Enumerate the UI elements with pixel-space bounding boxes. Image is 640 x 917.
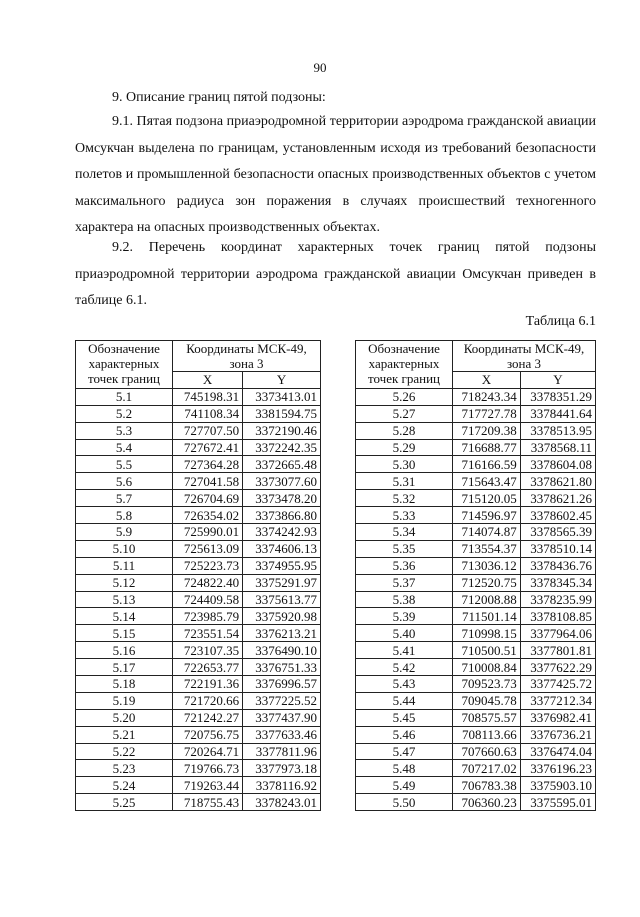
table-row: [356, 642, 596, 659]
point-id-cell: 5.15: [76, 625, 173, 642]
y-cell: 3378243.01: [243, 794, 321, 811]
x-cell: 715643.47: [453, 473, 521, 490]
x-cell: 745198.31: [173, 388, 243, 405]
point-id-cell: 5.31: [356, 473, 453, 490]
y-cell: 3378568.11: [520, 439, 595, 456]
point-id-cell: 5.20: [76, 709, 173, 726]
point-id-cell: 5.8: [76, 507, 173, 524]
y-cell: 3381594.75: [243, 405, 321, 422]
x-cell: 726354.02: [173, 507, 243, 524]
x-cell: 718755.43: [173, 794, 243, 811]
table-caption: Таблица 6.1: [525, 314, 596, 329]
y-cell: 3377811.96: [243, 743, 321, 760]
y-cell: 3376213.21: [243, 625, 321, 642]
table-row: [356, 557, 596, 574]
table-row: [76, 524, 321, 541]
y-cell: 3376736.21: [520, 726, 595, 743]
x-cell: 707660.63: [453, 743, 521, 760]
y-cell: 3377425.72: [520, 676, 595, 693]
y-cell: 3378513.95: [520, 422, 595, 439]
table-row: [356, 709, 596, 726]
x-cell: 709045.78: [453, 692, 521, 709]
x-cell: 714596.97: [453, 507, 521, 524]
y-cell: 3375613.77: [243, 591, 321, 608]
point-id-cell: 5.12: [76, 574, 173, 591]
coordinates-table-right: [355, 340, 596, 811]
x-cell: 706360.23: [453, 794, 521, 811]
point-id-cell: 5.18: [76, 676, 173, 693]
point-id-cell: 5.49: [356, 777, 453, 794]
point-id-cell: 5.46: [356, 726, 453, 743]
header-coordinates: Координаты МСК-49, зона 3: [453, 341, 596, 372]
x-cell: 713554.37: [453, 540, 521, 557]
y-cell: 3377212.34: [520, 692, 595, 709]
y-cell: 3378108.85: [520, 608, 595, 625]
x-cell: 725613.09: [173, 540, 243, 557]
table-row: [356, 659, 596, 676]
point-id-cell: 5.27: [356, 405, 453, 422]
x-cell: 723107.35: [173, 642, 243, 659]
point-id-cell: 5.25: [76, 794, 173, 811]
x-cell: 719263.44: [173, 777, 243, 794]
table-row: [356, 388, 596, 405]
y-cell: 3375920.98: [243, 608, 321, 625]
table-row: [76, 777, 321, 794]
x-cell: 710008.84: [453, 659, 521, 676]
table-row: [76, 608, 321, 625]
table-row: [76, 591, 321, 608]
y-cell: 3373077.60: [243, 473, 321, 490]
y-cell: 3377437.90: [243, 709, 321, 726]
point-id-cell: 5.45: [356, 709, 453, 726]
x-cell: 725223.73: [173, 557, 243, 574]
y-cell: 3376196.23: [520, 760, 595, 777]
y-cell: 3376490.10: [243, 642, 321, 659]
y-cell: 3377633.46: [243, 726, 321, 743]
table-row: [356, 507, 596, 524]
header-y: Y: [520, 372, 595, 389]
y-cell: 3378602.45: [520, 507, 595, 524]
table-row: [356, 574, 596, 591]
y-cell: 3378621.80: [520, 473, 595, 490]
table-row: [76, 473, 321, 490]
point-id-cell: 5.7: [76, 490, 173, 507]
x-cell: 715120.05: [453, 490, 521, 507]
x-cell: 722653.77: [173, 659, 243, 676]
y-cell: 3377225.52: [243, 692, 321, 709]
paragraph-9-1: 9.1. Пятая подзона приаэродромной территории аэродрома гражданской авиации Омсукчан выделена по границам, установленным исходя из требований безопасности полетов и промышленной безопасности опасных производственных объектов с учетом максимального радиуса зон поражения в случаях происшествий техногенного характера на опасных производственных объектах.: [75, 114, 596, 235]
table-row: [356, 456, 596, 473]
y-cell: 3375291.97: [243, 574, 321, 591]
x-cell: 720264.71: [173, 743, 243, 760]
y-cell: 3375903.10: [520, 777, 595, 794]
table-row: [76, 642, 321, 659]
y-cell: 3376474.04: [520, 743, 595, 760]
table-row: [76, 760, 321, 777]
header-designation: Обозначение характерных точек границ: [76, 341, 173, 389]
table-row: [76, 676, 321, 693]
x-cell: 720756.75: [173, 726, 243, 743]
x-cell: 727364.28: [173, 456, 243, 473]
x-cell: 723985.79: [173, 608, 243, 625]
point-id-cell: 5.40: [356, 625, 453, 642]
y-cell: 3372665.48: [243, 456, 321, 473]
table-row: [76, 692, 321, 709]
table-row: [76, 659, 321, 676]
table-row: [356, 625, 596, 642]
y-cell: 3374242.93: [243, 524, 321, 541]
point-id-cell: 5.14: [76, 608, 173, 625]
point-id-cell: 5.30: [356, 456, 453, 473]
point-id-cell: 5.26: [356, 388, 453, 405]
point-id-cell: 5.10: [76, 540, 173, 557]
table-row: [356, 608, 596, 625]
point-id-cell: 5.38: [356, 591, 453, 608]
table-row: [76, 625, 321, 642]
x-cell: 727707.50: [173, 422, 243, 439]
table-row: [76, 422, 321, 439]
y-cell: 3373413.01: [243, 388, 321, 405]
x-cell: 727672.41: [173, 439, 243, 456]
x-cell: 723551.54: [173, 625, 243, 642]
y-cell: 3377622.29: [520, 659, 595, 676]
point-id-cell: 5.17: [76, 659, 173, 676]
y-cell: 3378441.64: [520, 405, 595, 422]
y-cell: 3378345.34: [520, 574, 595, 591]
section-heading: 9. Описание границ пятой подзоны:: [112, 90, 326, 105]
point-id-cell: 5.47: [356, 743, 453, 760]
y-cell: 3375595.01: [520, 794, 595, 811]
point-id-cell: 5.32: [356, 490, 453, 507]
header-y: Y: [243, 372, 321, 389]
x-cell: 719766.73: [173, 760, 243, 777]
point-id-cell: 5.6: [76, 473, 173, 490]
table-row: [356, 692, 596, 709]
table-row: [76, 388, 321, 405]
x-cell: 717727.78: [453, 405, 521, 422]
coordinates-table-left: [75, 340, 321, 811]
table-row: [356, 473, 596, 490]
y-cell: 3378565.39: [520, 524, 595, 541]
y-cell: 3377973.18: [243, 760, 321, 777]
point-id-cell: 5.33: [356, 507, 453, 524]
x-cell: 722191.36: [173, 676, 243, 693]
x-cell: 726704.69: [173, 490, 243, 507]
y-cell: 3378116.92: [243, 777, 321, 794]
y-cell: 3373478.20: [243, 490, 321, 507]
x-cell: 724822.40: [173, 574, 243, 591]
point-id-cell: 5.44: [356, 692, 453, 709]
point-id-cell: 5.5: [76, 456, 173, 473]
x-cell: 710998.15: [453, 625, 521, 642]
x-cell: 727041.58: [173, 473, 243, 490]
point-id-cell: 5.35: [356, 540, 453, 557]
x-cell: 717209.38: [453, 422, 521, 439]
y-cell: 3372242.35: [243, 439, 321, 456]
table-row: [356, 422, 596, 439]
point-id-cell: 5.13: [76, 591, 173, 608]
x-cell: 716688.77: [453, 439, 521, 456]
table-row: [76, 794, 321, 811]
table-row: [76, 507, 321, 524]
y-cell: 3374606.13: [243, 540, 321, 557]
point-id-cell: 5.48: [356, 760, 453, 777]
y-cell: 3378235.99: [520, 591, 595, 608]
x-cell: 711501.14: [453, 608, 521, 625]
header-x: X: [453, 372, 521, 389]
point-id-cell: 5.1: [76, 388, 173, 405]
table-row: [76, 540, 321, 557]
point-id-cell: 5.11: [76, 557, 173, 574]
header-x: X: [173, 372, 243, 389]
table-row: [76, 456, 321, 473]
y-cell: 3378436.76: [520, 557, 595, 574]
y-cell: 3372190.46: [243, 422, 321, 439]
point-id-cell: 5.4: [76, 439, 173, 456]
table-row: [356, 439, 596, 456]
y-cell: 3378351.29: [520, 388, 595, 405]
x-cell: 721720.66: [173, 692, 243, 709]
x-cell: 712008.88: [453, 591, 521, 608]
point-id-cell: 5.22: [76, 743, 173, 760]
y-cell: 3377801.81: [520, 642, 595, 659]
point-id-cell: 5.9: [76, 524, 173, 541]
header-coordinates: Координаты МСК-49, зона 3: [173, 341, 321, 372]
table-row: [356, 726, 596, 743]
point-id-cell: 5.24: [76, 777, 173, 794]
point-id-cell: 5.3: [76, 422, 173, 439]
x-cell: 712520.75: [453, 574, 521, 591]
page-number: 90: [313, 60, 327, 75]
x-cell: 725990.01: [173, 524, 243, 541]
table-row: [356, 524, 596, 541]
y-cell: 3373866.80: [243, 507, 321, 524]
right-table-body: [356, 388, 596, 810]
y-cell: 3377964.06: [520, 625, 595, 642]
table-row: [76, 557, 321, 574]
point-id-cell: 5.36: [356, 557, 453, 574]
header-designation: Обозначение характерных точек границ: [356, 341, 453, 389]
table-row: [356, 540, 596, 557]
point-id-cell: 5.34: [356, 524, 453, 541]
point-id-cell: 5.16: [76, 642, 173, 659]
table-row: [76, 743, 321, 760]
point-id-cell: 5.23: [76, 760, 173, 777]
x-cell: 708113.66: [453, 726, 521, 743]
point-id-cell: 5.2: [76, 405, 173, 422]
x-cell: 708575.57: [453, 709, 521, 726]
x-cell: 741108.34: [173, 405, 243, 422]
x-cell: 709523.73: [453, 676, 521, 693]
table-row: [76, 709, 321, 726]
x-cell: 718243.34: [453, 388, 521, 405]
y-cell: 3374955.95: [243, 557, 321, 574]
y-cell: 3376996.57: [243, 676, 321, 693]
left-table-body: [76, 388, 321, 810]
point-id-cell: 5.43: [356, 676, 453, 693]
x-cell: 724409.58: [173, 591, 243, 608]
y-cell: 3378604.08: [520, 456, 595, 473]
point-id-cell: 5.37: [356, 574, 453, 591]
x-cell: 707217.02: [453, 760, 521, 777]
x-cell: 721242.27: [173, 709, 243, 726]
y-cell: 3378510.14: [520, 540, 595, 557]
table-row: [356, 743, 596, 760]
table-row: [356, 760, 596, 777]
point-id-cell: 5.28: [356, 422, 453, 439]
table-row: [356, 490, 596, 507]
point-id-cell: 5.50: [356, 794, 453, 811]
table-row: [76, 726, 321, 743]
y-cell: 3376751.33: [243, 659, 321, 676]
table-row: [76, 405, 321, 422]
x-cell: 714074.87: [453, 524, 521, 541]
point-id-cell: 5.41: [356, 642, 453, 659]
x-cell: 713036.12: [453, 557, 521, 574]
point-id-cell: 5.21: [76, 726, 173, 743]
point-id-cell: 5.29: [356, 439, 453, 456]
y-cell: 3378621.26: [520, 490, 595, 507]
x-cell: 710500.51: [453, 642, 521, 659]
point-id-cell: 5.39: [356, 608, 453, 625]
table-row: [356, 777, 596, 794]
table-row: [356, 405, 596, 422]
paragraph-9-2: 9.2. Перечень координат характерных точек границ пятой подзоны приаэродромной территории аэродрома гражданской авиации Омсукчан приведен в таблице 6.1.: [75, 240, 596, 308]
point-id-cell: 5.42: [356, 659, 453, 676]
point-id-cell: 5.19: [76, 692, 173, 709]
table-row: [356, 591, 596, 608]
y-cell: 3376982.41: [520, 709, 595, 726]
table-row: [76, 439, 321, 456]
x-cell: 716166.59: [453, 456, 521, 473]
table-row: [76, 490, 321, 507]
table-row: [76, 574, 321, 591]
table-row: [356, 676, 596, 693]
x-cell: 706783.38: [453, 777, 521, 794]
table-row: [356, 794, 596, 811]
